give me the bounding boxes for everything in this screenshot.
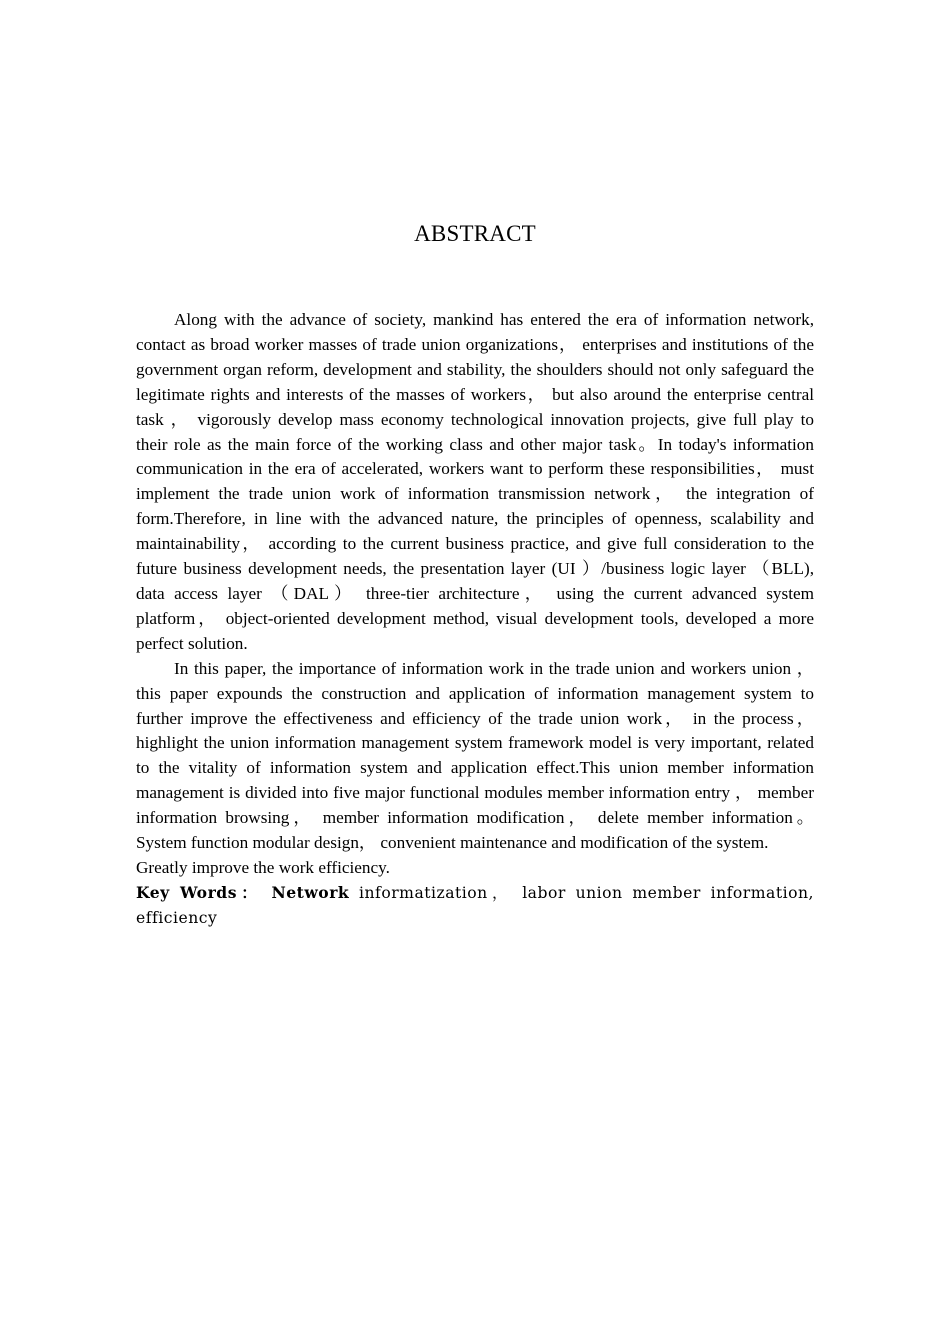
keywords-label: Key Words： — [136, 882, 262, 902]
abstract-paragraph-2: In this paper, the importance of information work in the trade union and workers union ， this paper expounds the construction and application of information management system to further improve the effectiveness and efficiency of the trade union work， in the process， highlight the union information management system framework model is very important, related to the vitality of information system and application effect.This union member information management is divided into five major functional modules member information entry ， member information browsing， member information modification， delete member information。System function modular design， convenient maintenance and modification of the system. — [136, 658, 814, 853]
abstract-closing-line: Greatly improve the work efficiency. — [136, 857, 390, 877]
abstract-paragraph-1: Along with the advance of society, mankind has entered the era of information network, contact as broad worker masses of trade union organizations， enterprises and institutions of the government organ reform, development and stability, the shoulders should not only safeguard the legitimate rights and interests of the masses of workers， but also around the enterprise central task ， vigorously develop mass economy technological innovation projects, give full play to their role as the main force of the working class and other major task。In today's information communication in the era of accelerated, workers want to perform these responsibilities， must implement the trade union work of information transmission network， the integration of form.Therefore, in line with the advanced nature, the principles of openness, scalability and maintainability， according to the current business practice, and give full consideration to the future business development needs, the presentation layer (UI ）/business logic layer （BLL), data access layer （DAL） three-tier architecture， using the current advanced system platform， object-oriented development method, visual development tools, developed a more perfect solution. — [136, 310, 814, 653]
keywords-rest: informatization， labor union member information, efficiency — [136, 883, 814, 927]
keywords-line — [136, 881, 814, 931]
keywords-first-word: Network — [271, 882, 350, 902]
page-title: ABSTRACT — [414, 221, 536, 246]
abstract-page — [136, 218, 814, 931]
